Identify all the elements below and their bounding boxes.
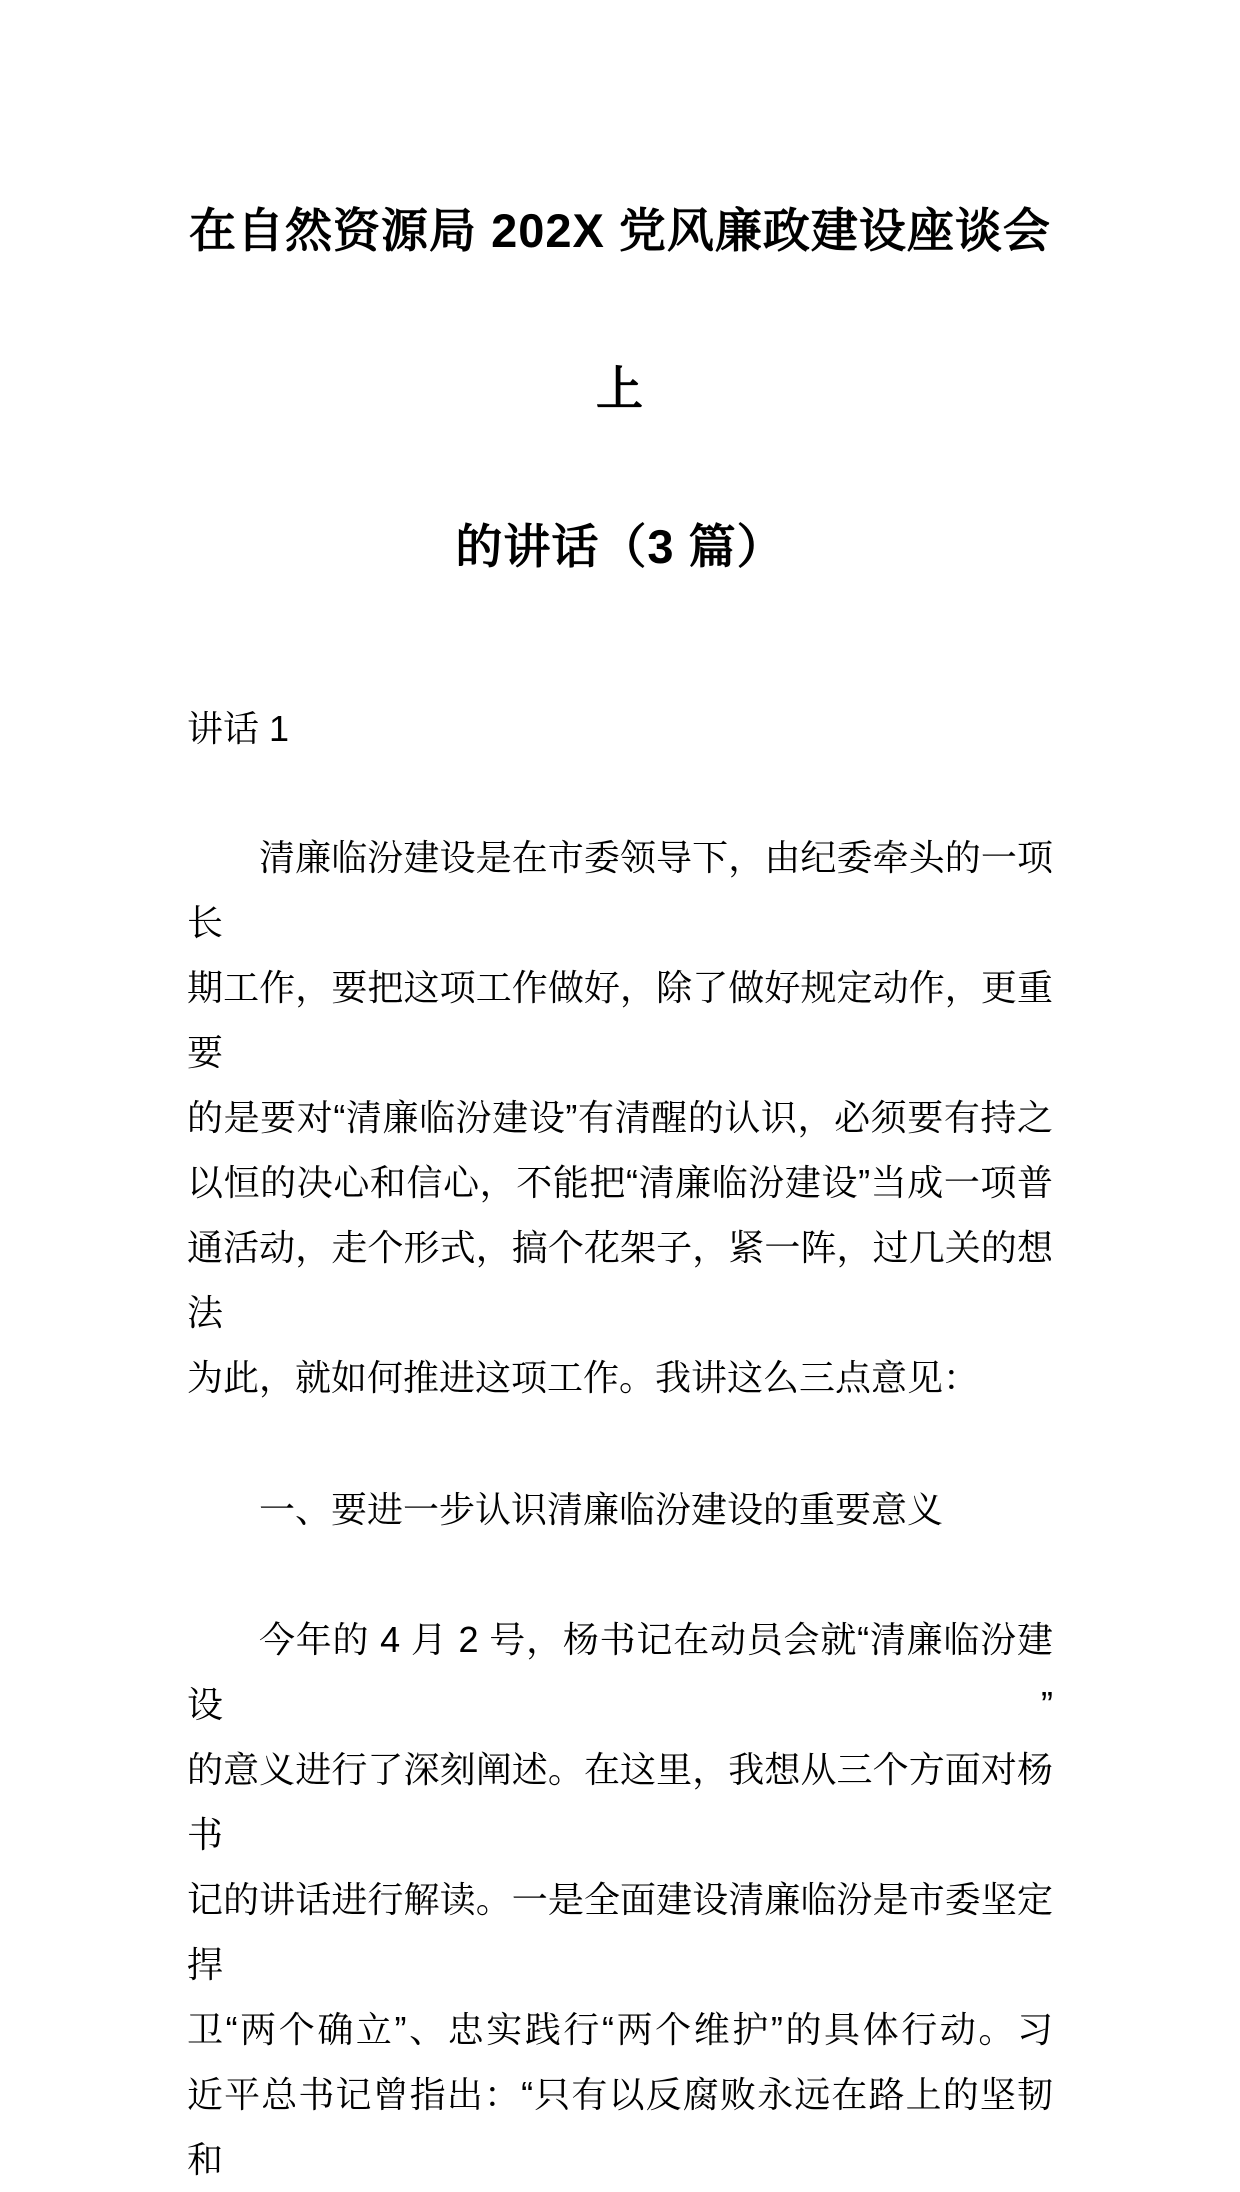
document-content	[187, 0, 1053, 2192]
paragraph-2	[187, 1607, 1053, 2192]
paragraph-2-line-1: 今年的 4 月 2 号，杨书记在动员会就“清廉临汾建设”	[187, 1619, 1053, 1725]
paragraph-2-line-4: 卫“两个确立”、忠实践行“两个维护”的具体行动。习	[187, 2009, 1053, 2050]
document-title-line-1: 在自然资源局 202X 党风廉政建设座谈会上	[189, 204, 1051, 415]
paragraph-1-line-3: 的是要对“清廉临汾建设”有清醒的认识，必须要有持之	[187, 1097, 1053, 1138]
paragraph-2-line-5: 近平总书记曾指出：“只有以反腐败永远在路上的坚韧和	[187, 2074, 1053, 2180]
paragraph-1-line-2: 期工作，要把这项工作做好，除了做好规定动作，更重要	[187, 967, 1053, 1073]
paragraph-2-line-2: 的意义进行了深刻阐述。在这里，我想从三个方面对杨书	[187, 1749, 1053, 1855]
speech-label: 讲话 1	[187, 708, 290, 749]
document-title-line-2: 的讲话（3 篇）	[455, 520, 785, 573]
paragraph-1-line-4: 以恒的决心和信心，不能把“清廉临汾建设”当成一项普	[187, 1162, 1053, 1203]
document-title	[187, 152, 1053, 626]
paragraph-1-line-1: 清廉临汾建设是在市委领导下，由纪委牵头的一项长	[187, 837, 1053, 943]
paragraph-1-line-5: 通活动，走个形式，搞个花架子，紧一阵，过几关的想法	[187, 1227, 1053, 1333]
paragraph-1	[187, 825, 1053, 1410]
paragraph-2-line-3: 记的讲话进行解读。一是全面建设清廉临汾是市委坚定捍	[187, 1879, 1053, 1985]
section-heading-1: 一、要进一步认识清廉临汾建设的重要意义	[259, 1489, 944, 1530]
paragraph-1-line-6: 为此，就如何推进这项工作。我讲这么三点意见：	[187, 1357, 980, 1398]
